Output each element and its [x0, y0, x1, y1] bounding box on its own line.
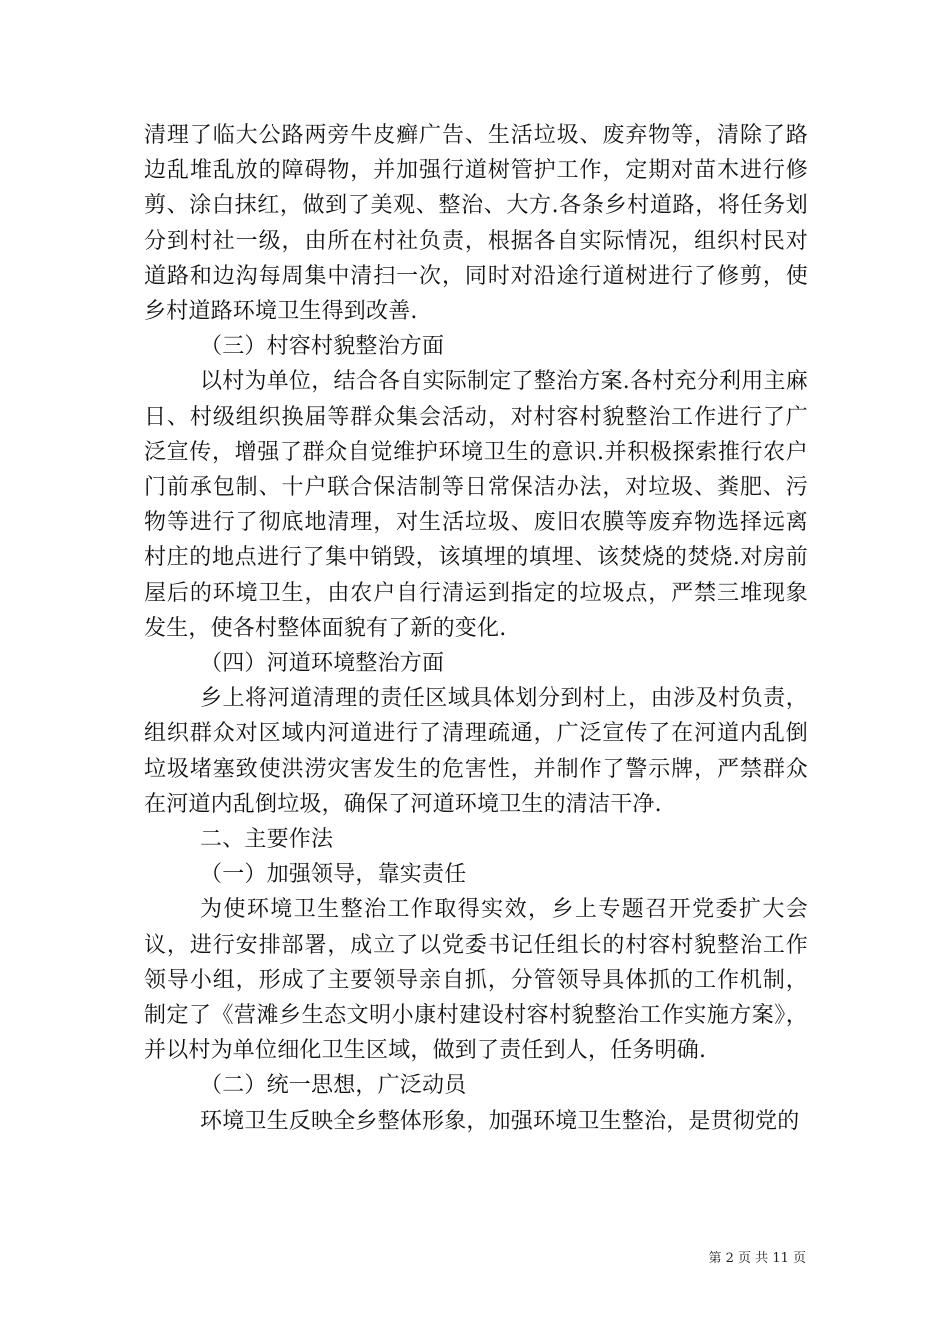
- section-heading-3: （三）村容村貌整治方面: [200, 334, 445, 360]
- paragraph-3: 乡上将河道清理的责任区域具体划分到村上，由涉及村负责，组织群众对区域内河道进行了清理疏通，广泛宣传了在河道内乱倒垃圾堵塞致使洪涝灾害发生的危害性，并制作了警示牌，严禁群众在河道内乱倒垃圾，确保了河道环境卫生的清洁干净.: [144, 686, 808, 817]
- subsection-heading-2: （二）统一思想，广泛动员: [200, 1073, 467, 1099]
- subsection-heading-1: （一）加强领导，靠实责任: [200, 862, 467, 888]
- chapter-heading-2: 二、主要作法: [200, 827, 334, 853]
- paragraph-5: 环境卫生反映全乡整体形象，加强环境卫生整治，是贯彻党的: [200, 1108, 800, 1134]
- page-number-footer: 第 2 页 共 11 页: [708, 1251, 806, 1266]
- paragraph-1: 清理了临大公路两旁牛皮癣广告、生活垃圾、废弃物等，清除了路边乱堆乱放的障碍物，并加强行道树管护工作，定期对苗木进行修剪、涂白抹红，做到了美观、整治、大方.各条乡村道路，将任务划分到村社一级，由所在村社负责，根据各自实际情况，组织村民对道路和边沟每周集中清扫一次，同时对沿途行道树进行了修剪，使乡村道路环境卫生得到改善.: [144, 123, 808, 325]
- paragraph-2: 以村为单位，结合各自实际制定了整治方案.各村充分利用主麻日、村级组织换届等群众集会活动，对村容村貌整治工作进行了广泛宣传，增强了群众自觉维护环境卫生的意识.并积极探索推行农户门前承包制、十户联合保洁制等日常保洁办法，对垃圾、粪肥、污物等进行了彻底地清理，对生活垃圾、废旧农膜等废弃物选择远离村庄的地点进行了集中销毁，该填埋的填埋、该焚烧的焚烧.对房前屋后的环境卫生，由农户自行清运到指定的垃圾点，严禁三堆现象发生，使各村整体面貌有了新的变化.: [144, 369, 808, 641]
- paragraph-4: 为使环境卫生整治工作取得实效，乡上专题召开党委扩大会议，进行安排部署，成立了以党委书记任组长的村容村貌整治工作领导小组，形成了主要领导亲自抓，分管领导具体抓的工作机制，制定了《营滩乡生态文明小康村建设村容村貌整治工作实施方案》，并以村为单位细化卫生区域，做到了责任到人，任务明确.: [144, 897, 808, 1064]
- section-heading-4: （四）河道环境整治方面: [200, 651, 445, 677]
- document-body: [144, 118, 808, 1139]
